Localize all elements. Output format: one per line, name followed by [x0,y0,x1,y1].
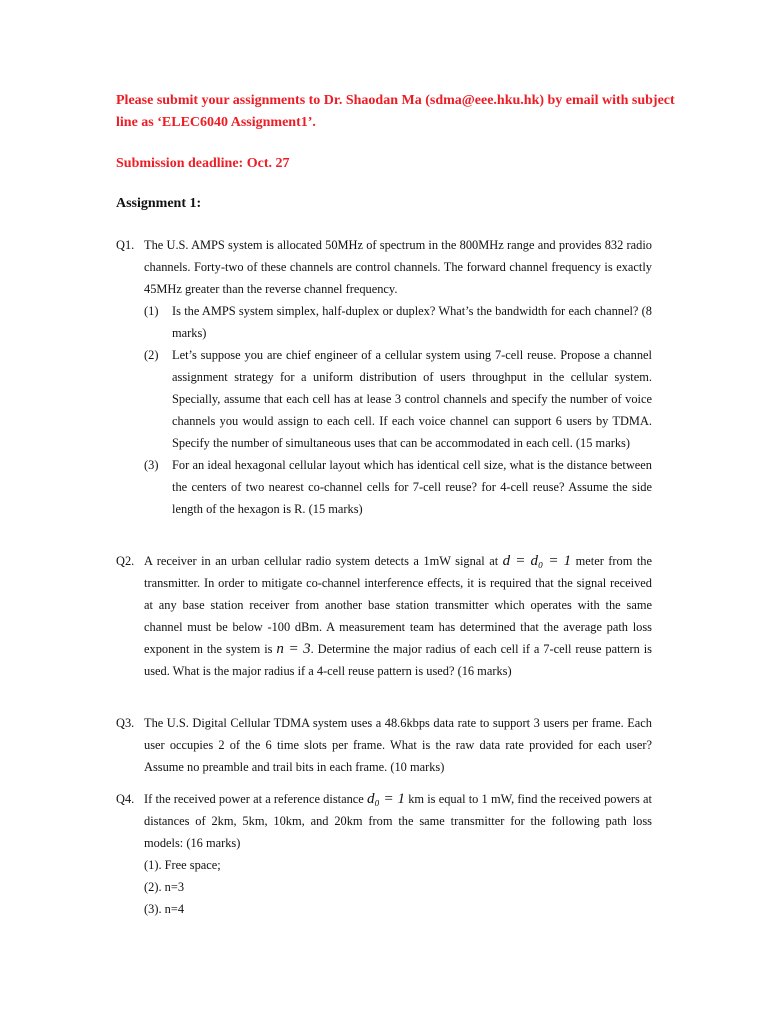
sub-question: (1) Is the AMPS system simplex, half-duplex or duplex? What’s the bandwidth for each channel? (8 marks) [144,304,652,340]
question-4 [116,788,652,920]
equation: n = 3 [276,641,311,657]
equation: d = d₀ = 1 [502,553,572,569]
question-1 [116,234,652,520]
equation: d₀ = 1 [366,791,406,807]
question-3 [116,712,652,778]
sub-question: (3) For an ideal hexagonal cellular layout which has identical cell size, what is the distance between the centers of two nearest co-channel cells for 7-cell reuse? for 4-cell reuse? Assume the side length of the hexagon is R. (15 marks) [144,458,652,516]
list-item: (1). Free space; [144,858,221,872]
question-text: A receiver in an urban cellular radio system detects a 1mW signal at d = d₀ = 1 meter from the transmitter. In order to mitigate co-channel interference effects, it is required that the signal received at any base station receiver from another base station transmitter which operates with the same channel must be below -100 dBm. A measurement team has determined that the average path loss exponent in the system is n = 3. Determine the major radius of each cell if a 7-cell reuse pattern is used. What is the major radius if a 4-cell reuse pattern is used? (16 marks) [144,553,652,678]
question-text: The U.S. AMPS system is allocated 50MHz of spectrum in the 800MHz range and provides 832 radio channels. Forty-two of these channels are control channels. The forward channel frequency is exactly 45MHz greater than the reverse channel frequency. [144,238,652,296]
question-number: Q2. [116,554,135,568]
list-item: (3). n=4 [144,902,185,916]
question-number: Q3. [116,716,135,730]
question-text: If the received power at a reference distance d₀ = 1 km is equal to 1 mW, find the received powers at distances of 2km, 5km, 10km, and 20km from the same transmitter for the following path loss models: (16 marks) [144,791,652,850]
submission-notice: Please submit your assignments to Dr. Shaodan Ma (sdma@eee.hku.hk) by email with subject line as ‘ELEC6040 Assignment1’. [116,93,675,130]
sub-question: (2) Let’s suppose you are chief engineer of a cellular system using 7-cell reuse. Propose a channel assignment strategy for a uniform distribution of users throughput in the cellular system. Specially, assume that each cell has at lease 3 control channels and specify the number of voice channels you would assign to each cell. If each voice channel can support 6 users by TDMA. Specify the number of simultaneous uses that can be accommodated in each cell. (15 marks) [144,348,652,450]
submission-deadline: Submission deadline: Oct. 27 [116,156,290,171]
assignment-heading: Assignment 1: [116,196,202,211]
question-number: Q1. [116,238,135,252]
list-item: (2). n=3 [144,880,185,894]
question-2 [116,550,652,682]
question-number: Q4. [116,792,135,806]
question-text: The U.S. Digital Cellular TDMA system uses a 48.6kbps data rate to support 3 users per frame. Each user occupies 2 of the 6 time slots per frame. What is the raw data rate provided for each user? Assume no preamble and trail bits in each frame. (10 marks) [144,716,652,774]
